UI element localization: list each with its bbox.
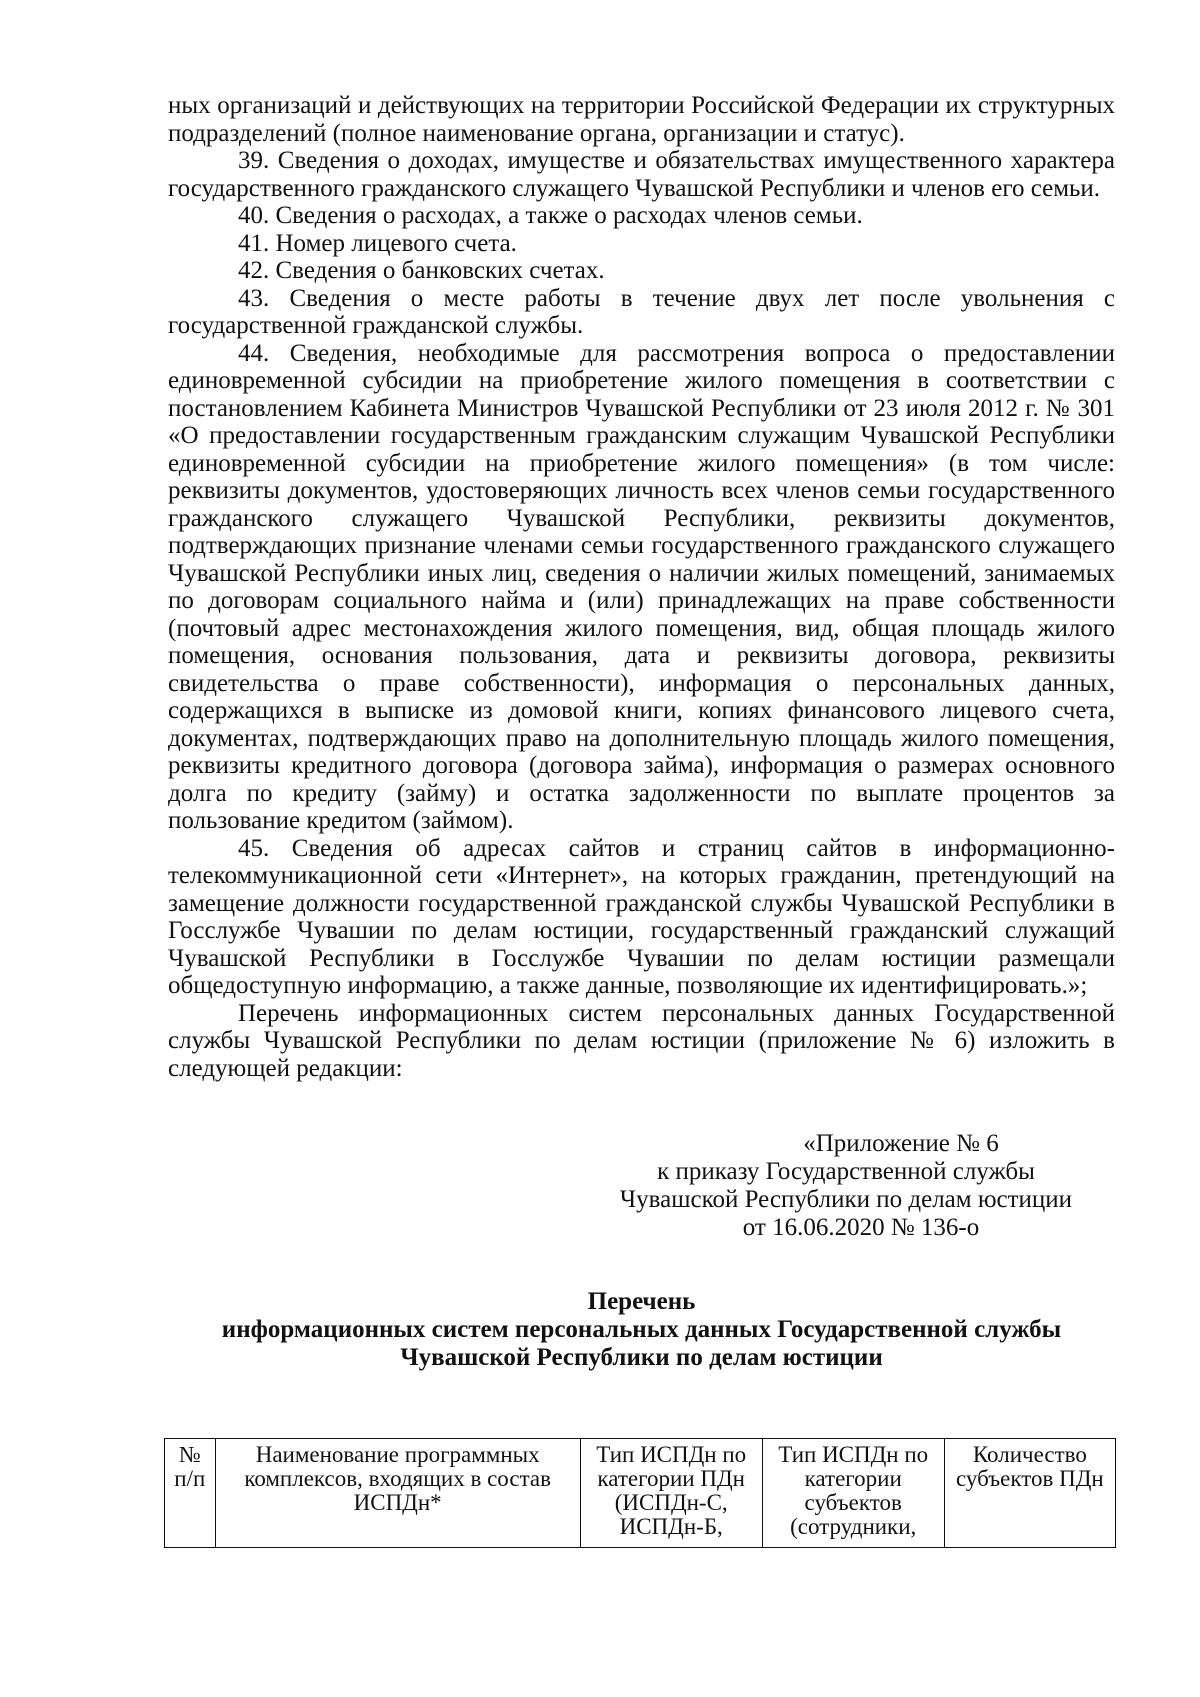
paragraph-continuation: ных организаций и действующих на территории Российской Федерации их структурных подразделений (полное наименование органа, организации и статус). — [168, 92, 1115, 147]
paragraph-item-41: 41. Номер лицевого счета. — [238, 229, 517, 257]
appendix-line-4: от 16.06.2020 № 136-о — [742, 1214, 980, 1241]
table-header-row — [165, 1439, 1116, 1548]
heading-line-1: Перечень — [587, 1288, 696, 1315]
ispdn-table — [164, 1438, 1116, 1548]
paragraph-item-45: 45. Сведения об адресах сайтов и страниц сайтов в информационно-телекоммуникационной сети «Интернет», на которых гражданин, претендующий на замещение должности государственной гражданской службы Чувашской Республики в Госслужбе Чувашии по делам юстиции, государственный гражданский служащий Чувашской Республики в Госслужбе Чувашии по делам юстиции размещали общедоступную информацию, а также данные, позволяющие их идентифицировать.»; — [168, 834, 1115, 999]
header-number: № п/п — [165, 1439, 216, 1548]
paragraph-item-39: 39. Сведения о доходах, имуществе и обязательствах имущественного характера государственного гражданского служащего Чувашской Республики и членов его семьи. — [168, 147, 1115, 202]
appendix-line-1: «Приложение № 6 — [803, 1130, 999, 1157]
paragraph-item-44: 44. Сведения, необходимые для рассмотрения вопроса о предоставлении единовременной субсидии на приобретение жилого помещения в соответствии с постановлением Кабинета Министров Чувашской Республики от 23 июля 2012 г. № 301 «О предоставлении государственным гражданским служащим Чувашской Республики единовременной субсидии на приобретение жилого помещения» (в том числе: реквизиты документов, удостоверяющих личность всех членов семьи государственного гражданского служащего Чувашской Республики, реквизиты документов, подтверждающих признание членами семьи государственного гражданского служащего Чувашской Республики иных лиц, сведения о наличии жилых помещений, занимаемых по договорам социального найма и (или) принадлежащих на праве собственности (почтовый адрес местонахождения жилого помещения, вид, общая площадь жилого помещения, основания пользования, дата и реквизиты договора, реквизиты свидетельства о праве собственности), информация о персональных данных, содержащихся в выписке из домовой книги, копиях финансового лицевого счета, документах, подтверждающих право на дополнительную площадь жилого помещения, реквизиты кредитного договора (договора займа), информация о размерах основного долга по кредиту (займу) и остатка задолженности по выплате процентов за пользование кредитом (займом). — [168, 339, 1115, 834]
heading-line-3: Чувашской Республики по делам юстиции — [400, 1344, 883, 1371]
appendix-line-2: к приказу Государственной службы — [657, 1158, 1035, 1185]
header-software-name: Наименование программных комплексов, входящих в состав ИСПДн* — [215, 1439, 580, 1548]
list-heading — [168, 1288, 1115, 1372]
paragraph-item-43: 43. Сведения о месте работы в течение двух лет после увольнения с государственной гражданской службы. — [168, 284, 1115, 339]
body-text — [168, 92, 1115, 1082]
appendix-line-3: Чувашской Республики по делам юстиции — [619, 1186, 1073, 1213]
header-pd-category-type: Тип ИСПДн по категории ПДн (ИСПДн-С, ИСПДн-Б, — [580, 1439, 762, 1548]
heading-line-2: информационных систем персональных данных Государственной службы — [221, 1316, 1062, 1343]
header-subject-category-type: Тип ИСПДн по категории субъектов (сотрудники, — [762, 1439, 944, 1548]
header-subject-count: Количество субъектов ПДн — [944, 1439, 1115, 1548]
appendix-reference — [616, 1130, 1076, 1242]
paragraph-item-40: 40. Сведения о расходах, а также о расходах членов семьи. — [238, 202, 863, 229]
paragraph-amendment-intro: Перечень информационных систем персональных данных Государственной службы Чувашской Республики по делам юстиции (приложение № 6) изложить в следующей редакции: — [168, 999, 1115, 1082]
paragraph-item-42: 42. Сведения о банковских счетах. — [238, 257, 605, 284]
